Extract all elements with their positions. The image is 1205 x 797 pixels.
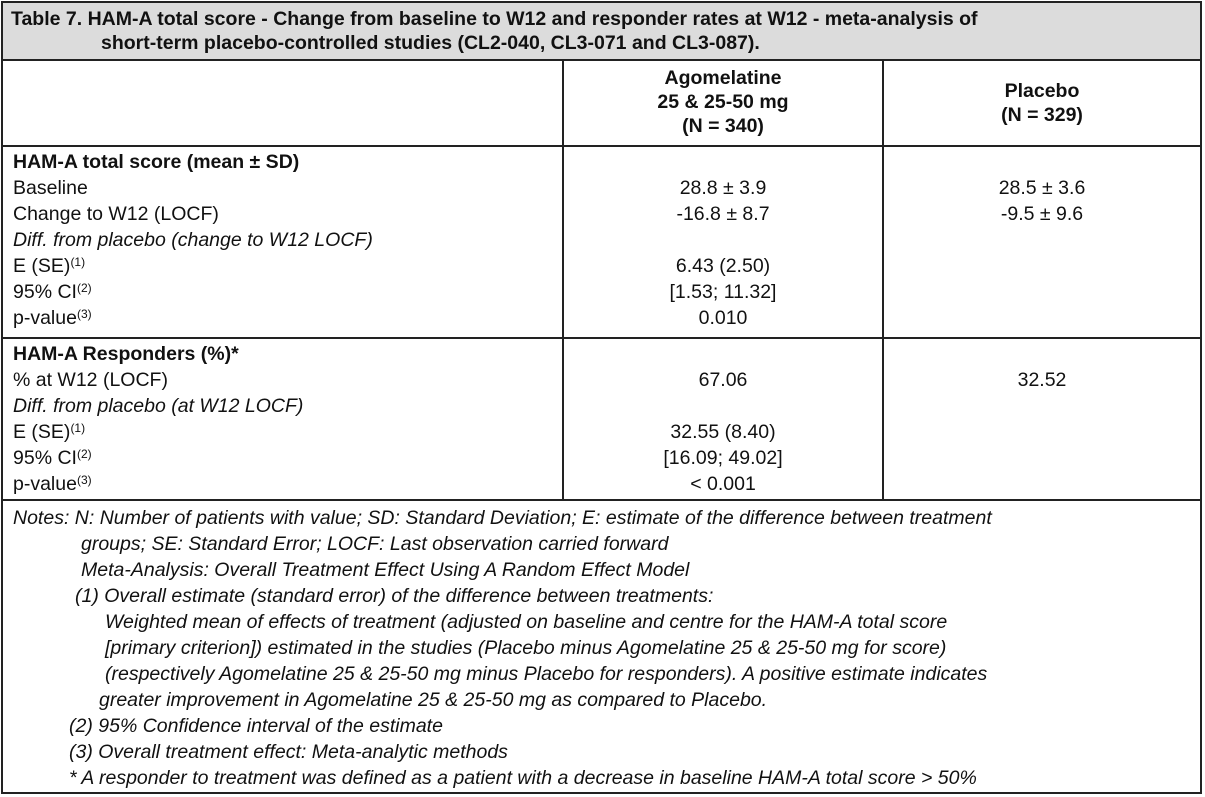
table-cell: [1.53; 11.32] [669,281,777,303]
table-cell: 32.55 (8.40) [670,421,776,443]
table-cell: -9.5 ± 9.6 [1000,203,1084,225]
table-cell: 67.06 [698,369,748,391]
table-row-label: E (SE)$^{(1)}$ [13,255,86,277]
agomelatine-column-header: Agomelatine 25 & 25-50 mg (N = 340) [657,67,789,137]
header-rule [3,145,1200,147]
table-row-label: p-value$^{(3)}$ [13,473,92,495]
section-2-title: HAM-A Responders (%)* [13,343,239,365]
placebo-column-header: Placebo (N = 329) [1001,80,1083,126]
table-row-label: p-value$^{(3)}$ [13,307,92,329]
table-cell: 28.8 ± 3.9 [679,177,767,199]
table-row-label: Diff. from placebo (at W12 LOCF) [13,395,304,417]
caption-line-1: Table 7. HAM-A total score - Change from baseline to W12 and responder rates at W12 - meta-analysis of [11,8,978,30]
table-row-label: Change to W12 (LOCF) [13,203,219,225]
table-row-label: % at W12 (LOCF) [13,369,168,391]
note-line: * A responder to treatment was defined as a patient with a decrease in baseline HAM-A total score > 50% [69,767,977,789]
note-line: greater improvement in Agomelatine 25 & 25-50 mg as compared to Placebo. [99,689,768,711]
table-row-label: 95% CI$^{(2)}$ [13,281,92,303]
table-cell: 0.010 [698,307,748,329]
table-row-label: Diff. from placebo (change to W12 LOCF) [13,229,373,251]
table-notes [13,505,1193,791]
table-row-label: 95% CI$^{(2)}$ [13,447,92,469]
column-divider-2 [882,61,884,501]
table-cell: -16.8 ± 8.7 [676,203,770,225]
note-line: [primary criterion]) estimated in the studies (Placebo minus Agomelatine 25 & 25-50 mg for score) [105,637,947,659]
table-cell: 6.43 (2.50) [675,255,771,277]
note-line: Notes: N: Number of patients with value; SD: Standard Deviation; E: estimate of the difference between treatment [13,507,992,529]
table-row-label: Baseline [13,177,88,199]
note-line: groups; SE: Standard Error; LOCF: Last observation carried forward [81,533,669,555]
section-1-title: HAM-A total score (mean ± SD) [13,151,300,173]
table-caption [3,3,1200,61]
caption-line-2: short-term placebo-controlled studies (CL2-040, CL3-071 and CL3-087). [101,32,760,54]
table-cell: [16.09; 49.02] [663,447,783,469]
note-line: Weighted mean of effects of treatment (adjusted on baseline and centre for the HAM-A total score [105,611,948,633]
table-cell: < 0.001 [690,473,756,495]
note-line: (3) Overall treatment effect: Meta-analytic methods [69,741,508,763]
section-rule [3,337,1200,339]
notes-rule [3,499,1200,501]
table-cell: 28.5 ± 3.6 [998,177,1086,199]
table-cell: 32.52 [1017,369,1067,391]
note-line: (respectively Agomelatine 25 & 25-50 mg minus Placebo for responders). A positive estimate indicates [105,663,988,685]
results-table [1,1,1202,794]
note-line: (1) Overall estimate (standard error) of the difference between treatments: [75,585,714,607]
note-line: Meta-Analysis: Overall Treatment Effect Using A Random Effect Model [81,559,690,581]
note-line: (2) 95% Confidence interval of the estimate [69,715,443,737]
table-row-label: E (SE)$^{(1)}$ [13,421,86,443]
